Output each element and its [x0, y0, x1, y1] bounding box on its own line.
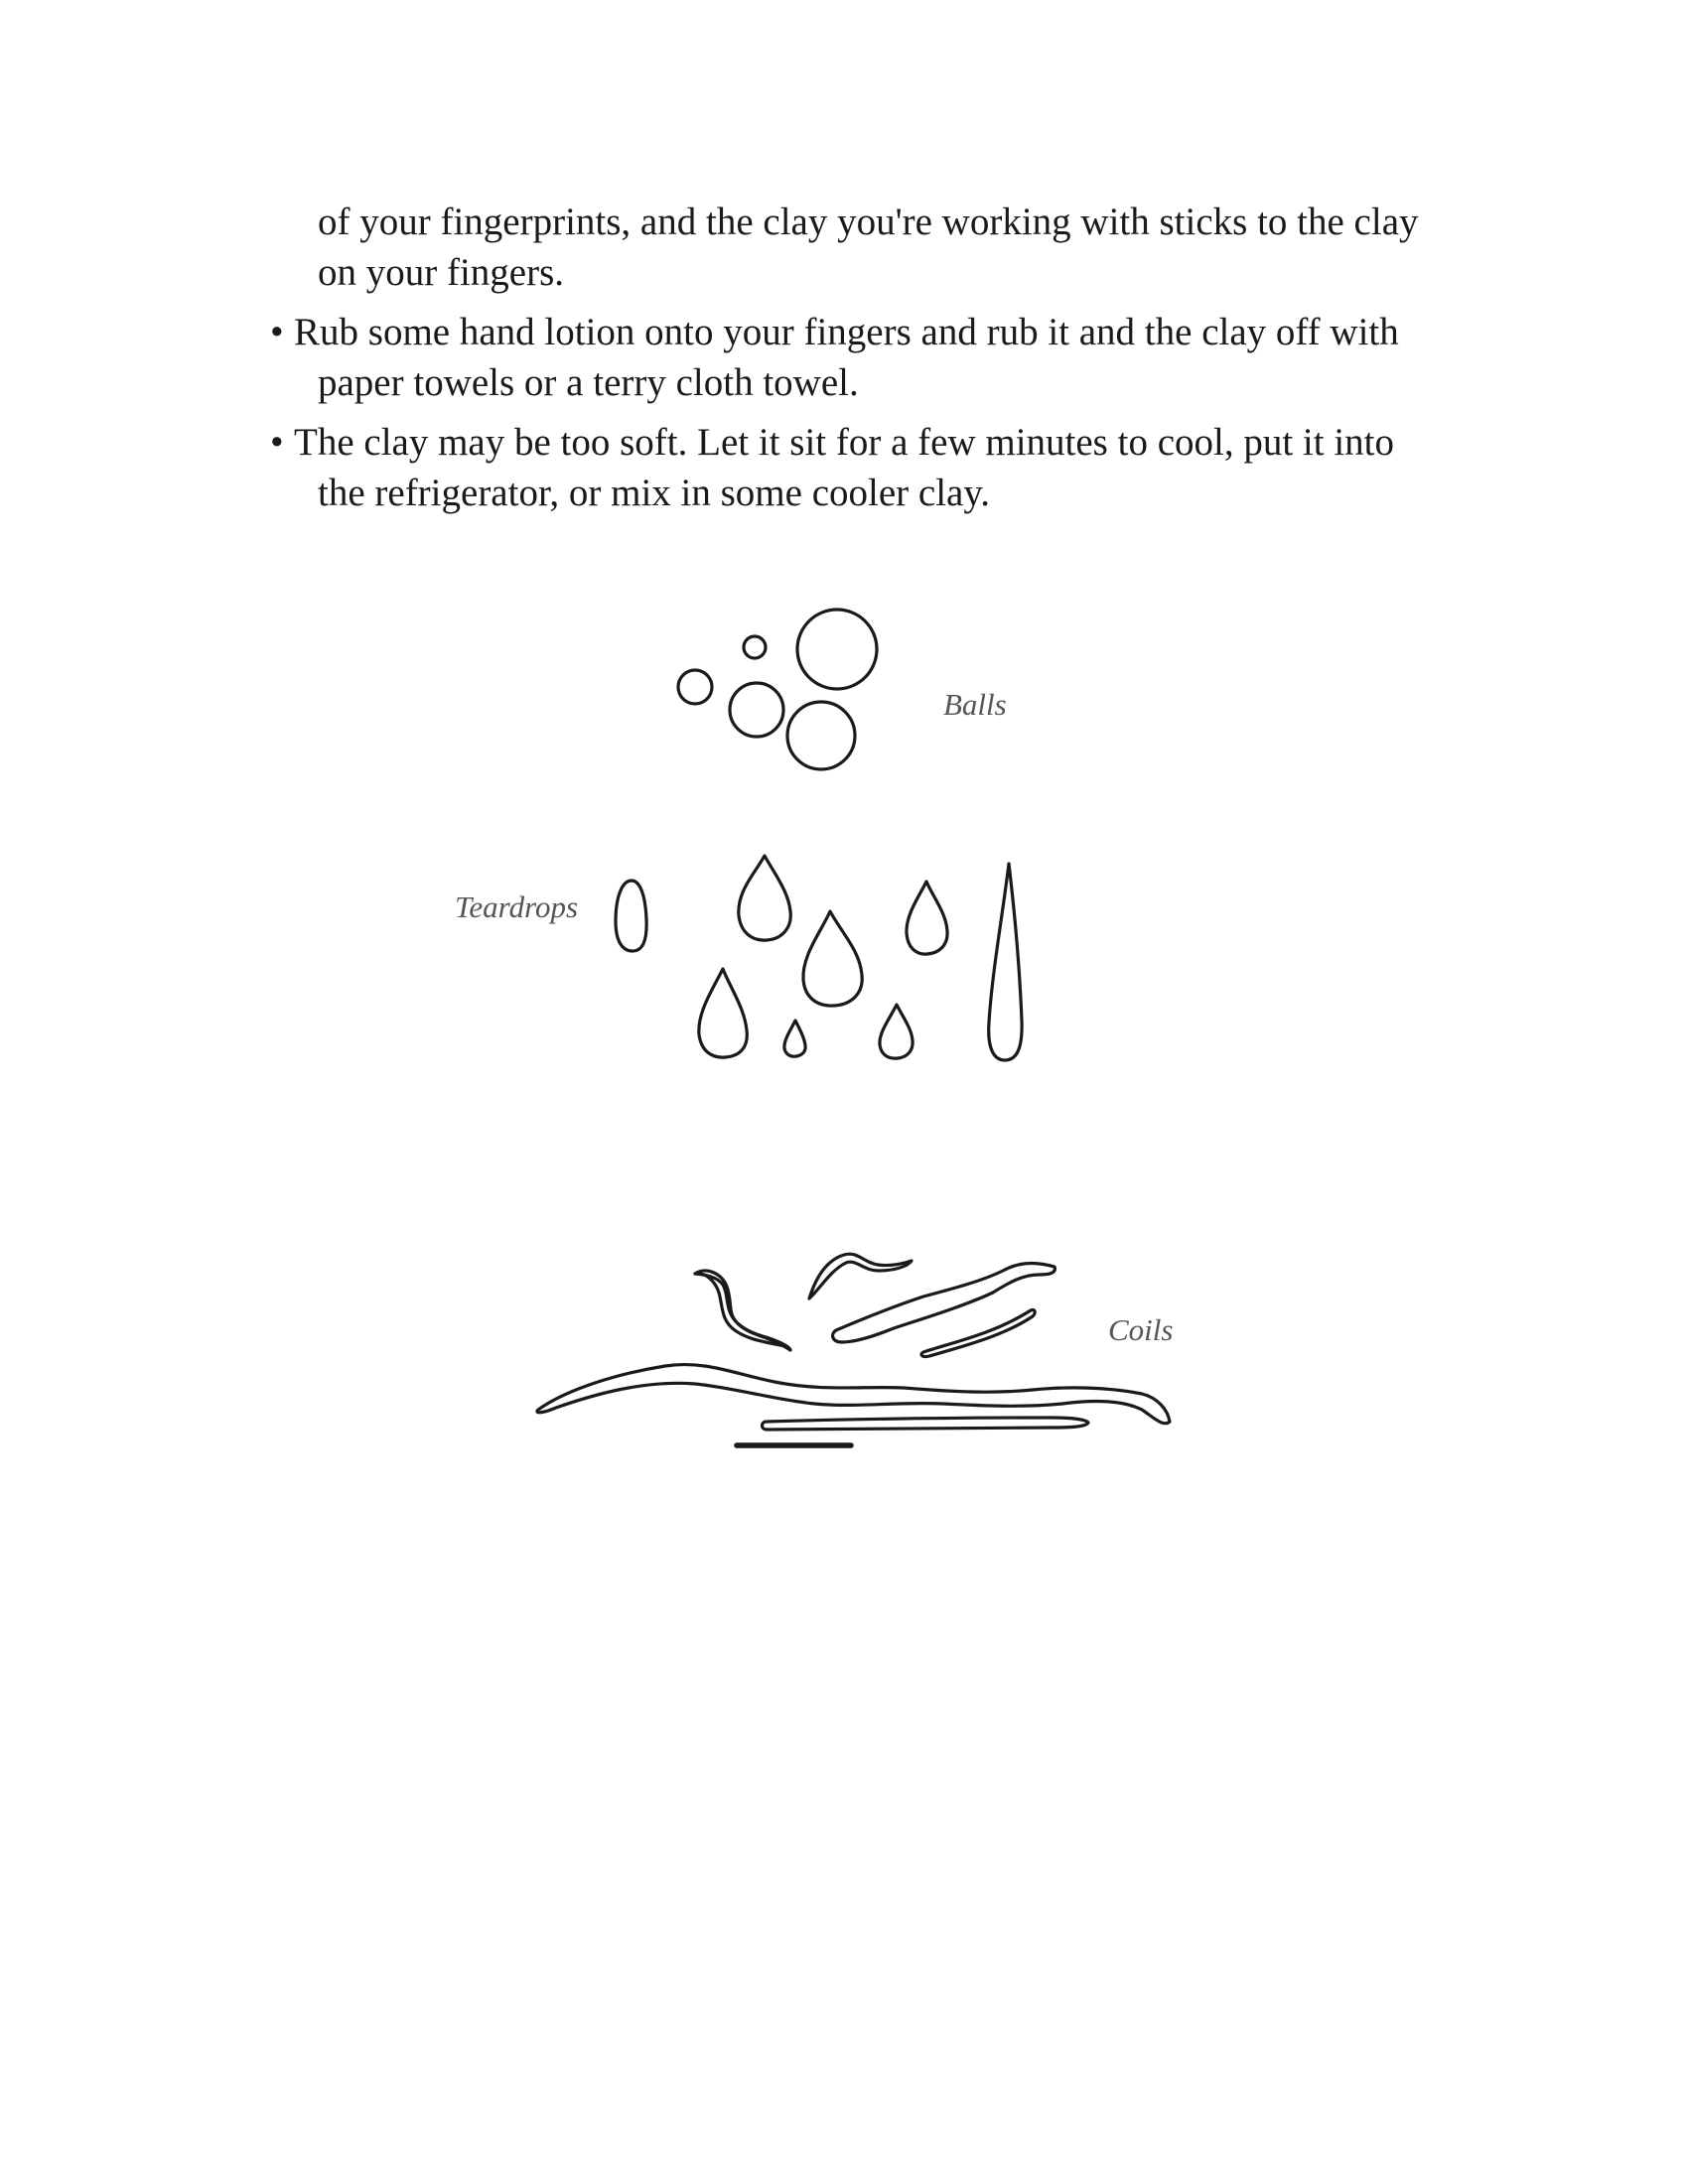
teardrop-shape [616, 881, 646, 951]
coil-shape [537, 1365, 1170, 1424]
coils-label: Coils [1108, 1312, 1174, 1347]
coil-shape [695, 1274, 784, 1346]
teardrop-shape [989, 864, 1022, 1060]
ball-shape [744, 636, 766, 658]
continuation-paragraph: of your fingerprints, and the clay you're working with sticks to the clay on your fingers. [318, 201, 1419, 294]
coil-shape [809, 1254, 912, 1298]
teardrop-shape [739, 856, 790, 940]
teardrop-shape [784, 1021, 805, 1056]
bullet-text: Rub some hand lotion onto your fingers and rub it and the clay off with paper towels or a terry cloth towel. [294, 311, 1399, 404]
teardrops-group [455, 856, 1022, 1060]
coil-shape [695, 1271, 790, 1350]
teardrop-shape [880, 1005, 913, 1058]
coils-group [537, 1254, 1173, 1445]
teardrop-shape [699, 969, 747, 1057]
ball-shape [730, 683, 783, 737]
bullet-marker: • [270, 311, 284, 353]
ball-shape [678, 670, 712, 704]
teardrops-label: Teardrops [455, 889, 579, 924]
coil-shape [833, 1264, 1055, 1342]
ball-shape [787, 702, 855, 769]
bullet-marker: • [270, 421, 284, 464]
coil-shape [763, 1418, 1089, 1430]
teardrop-shape [907, 882, 947, 954]
balls-group [678, 610, 1007, 769]
bullet-text: The clay may be too soft. Let it sit for a few minutes to cool, put it into the refrigerator, or mix in some cooler clay. [294, 421, 1395, 514]
ball-shape [797, 610, 877, 689]
teardrop-shape [803, 911, 862, 1006]
coil-shape [921, 1309, 1035, 1356]
balls-label: Balls [943, 687, 1007, 722]
